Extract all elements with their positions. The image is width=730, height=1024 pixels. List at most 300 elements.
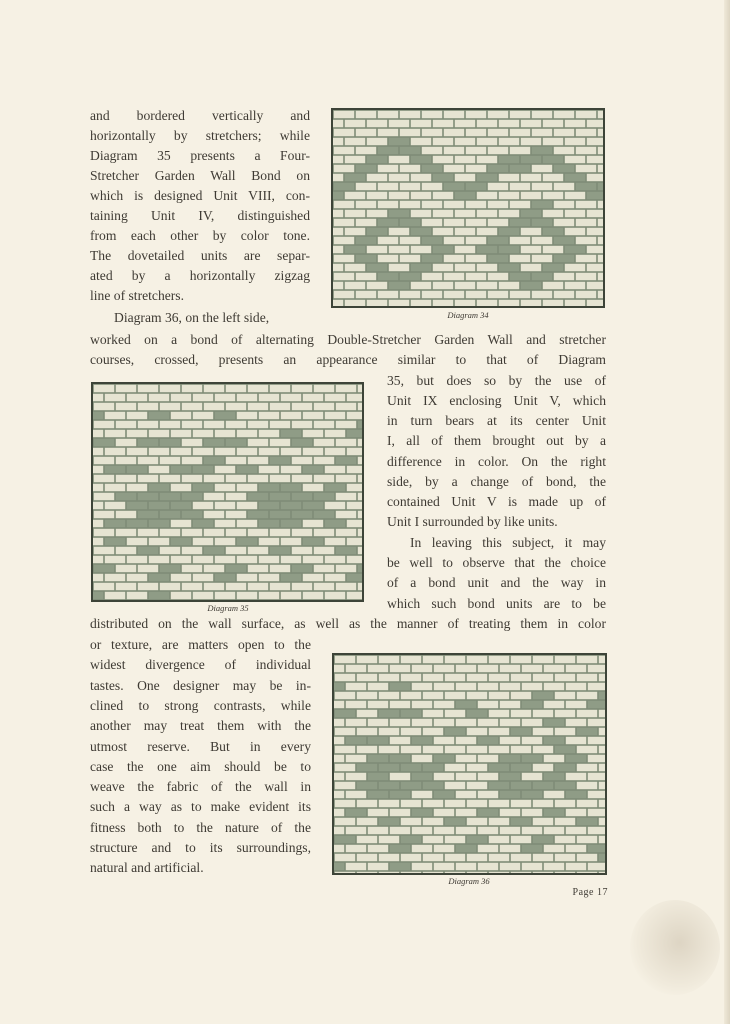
brick — [314, 565, 334, 572]
brick — [389, 246, 409, 253]
brick — [292, 547, 312, 554]
brick — [182, 565, 202, 572]
brick — [588, 863, 605, 870]
brick — [477, 228, 497, 235]
brick — [127, 574, 147, 581]
brick — [138, 565, 158, 572]
brick — [522, 701, 542, 708]
brick — [259, 412, 279, 419]
text-line: from each other by color tone. — [90, 228, 310, 243]
brick — [345, 282, 365, 289]
brick — [576, 201, 596, 208]
brick — [346, 665, 366, 672]
brick — [259, 538, 279, 545]
brick — [334, 201, 354, 208]
brick — [182, 529, 202, 536]
brick — [510, 237, 530, 244]
brick — [193, 394, 213, 401]
brick — [357, 800, 377, 807]
brick — [599, 800, 605, 807]
brick-pattern — [333, 110, 603, 306]
text-line: taining Unit IV, distinguished — [90, 208, 310, 223]
brick — [171, 466, 191, 473]
brick — [204, 475, 224, 482]
brick — [270, 421, 290, 428]
brick — [400, 219, 420, 226]
brick — [445, 746, 465, 753]
brick — [411, 138, 431, 145]
brick — [358, 547, 362, 554]
brick — [105, 574, 125, 581]
brick — [389, 120, 409, 127]
brick — [522, 719, 542, 726]
brick — [303, 520, 323, 527]
brick — [116, 439, 136, 446]
brick — [182, 547, 202, 554]
brick — [226, 529, 246, 536]
brick — [554, 165, 574, 172]
brick — [400, 291, 420, 298]
brick — [544, 665, 564, 672]
brick — [466, 111, 486, 118]
brick — [334, 755, 344, 762]
figure-diagram-34 — [331, 108, 605, 308]
brick — [368, 737, 388, 744]
brick — [356, 255, 376, 262]
brick — [422, 111, 442, 118]
brick — [367, 174, 387, 181]
brick — [389, 264, 409, 271]
brick — [248, 457, 268, 464]
brick — [336, 565, 356, 572]
brick — [379, 764, 399, 771]
brick — [423, 674, 443, 681]
brick — [444, 237, 464, 244]
brick — [336, 475, 356, 482]
brick — [544, 719, 564, 726]
brick — [105, 592, 125, 599]
brick — [489, 782, 509, 789]
brick — [248, 529, 268, 536]
brick — [411, 246, 431, 253]
brick — [390, 683, 410, 690]
brick — [599, 710, 605, 717]
brick — [521, 246, 541, 253]
brick — [401, 800, 421, 807]
brick — [346, 773, 366, 780]
brick — [270, 493, 290, 500]
brick — [357, 728, 377, 735]
brick — [335, 728, 355, 735]
brick — [325, 448, 345, 455]
brick — [511, 746, 531, 753]
brick — [368, 791, 388, 798]
brick — [511, 674, 531, 681]
brick — [215, 394, 235, 401]
brick — [303, 556, 323, 563]
brick — [215, 520, 235, 527]
brick — [599, 836, 605, 843]
brick — [356, 291, 376, 298]
brick — [499, 246, 519, 253]
brick — [160, 475, 180, 482]
brick — [510, 147, 530, 154]
brick — [248, 403, 268, 410]
brick — [336, 529, 356, 536]
brick — [587, 264, 603, 271]
brick — [248, 421, 268, 428]
brick — [521, 264, 541, 271]
brick — [127, 412, 147, 419]
brick — [314, 385, 334, 392]
brick — [488, 165, 508, 172]
brick — [565, 174, 585, 181]
brick — [511, 692, 531, 699]
brick — [93, 412, 103, 419]
brick — [182, 385, 202, 392]
brick — [335, 818, 355, 825]
brick — [105, 412, 125, 419]
brick — [532, 201, 552, 208]
brick — [334, 255, 354, 262]
brick — [390, 863, 410, 870]
text-line: contained Unit V is made up of — [387, 494, 606, 509]
brick — [445, 692, 465, 699]
brick — [270, 565, 290, 572]
brick — [160, 385, 180, 392]
brick — [281, 502, 301, 509]
brick — [356, 273, 376, 280]
brick — [599, 692, 605, 699]
brick — [401, 728, 421, 735]
brick — [544, 701, 564, 708]
brick — [522, 845, 542, 852]
brick — [500, 863, 520, 870]
brick — [226, 493, 246, 500]
text-line: and bordered vertically and — [90, 108, 310, 123]
brick — [237, 556, 257, 563]
brick — [390, 809, 410, 816]
brick — [544, 773, 564, 780]
brick — [521, 120, 541, 127]
brick — [466, 201, 486, 208]
brick — [127, 592, 147, 599]
brick — [588, 755, 605, 762]
text-line: clined to strong contrasts, while — [90, 698, 311, 713]
brick — [226, 385, 246, 392]
brick — [400, 147, 420, 154]
text-line: be well to observe that the choice — [387, 555, 606, 570]
brick — [346, 737, 366, 744]
brick — [182, 439, 202, 446]
brick — [105, 520, 125, 527]
brick — [423, 764, 443, 771]
brick — [292, 493, 312, 500]
brick — [367, 300, 387, 306]
brick — [379, 710, 399, 717]
brick — [489, 692, 509, 699]
brick — [434, 683, 454, 690]
brick — [149, 520, 169, 527]
brick — [259, 394, 279, 401]
brick — [565, 300, 585, 306]
brick — [215, 484, 235, 491]
brick — [94, 493, 114, 500]
brick — [357, 818, 377, 825]
brick — [598, 111, 603, 118]
brick — [193, 520, 213, 527]
brick — [599, 656, 605, 663]
brick — [566, 755, 586, 762]
brick — [335, 836, 355, 843]
brick — [94, 457, 114, 464]
brick — [577, 692, 597, 699]
brick — [455, 282, 475, 289]
brick — [193, 574, 213, 581]
brick — [533, 746, 553, 753]
brick — [500, 683, 520, 690]
brick — [467, 692, 487, 699]
brick — [511, 818, 531, 825]
brick — [347, 574, 362, 581]
brick — [521, 228, 541, 235]
brick — [182, 457, 202, 464]
brick — [336, 583, 356, 590]
brick — [533, 800, 553, 807]
brick — [532, 111, 552, 118]
brick — [455, 174, 475, 181]
brick — [248, 385, 268, 392]
brick — [346, 845, 366, 852]
brick — [356, 129, 376, 136]
text-line: side, by a change of bond, the — [387, 474, 606, 489]
brick — [411, 174, 431, 181]
text-line: I, all of them brought out by a — [387, 433, 606, 448]
brick — [389, 156, 409, 163]
brick — [445, 656, 465, 663]
brick — [138, 475, 158, 482]
brick — [333, 174, 343, 181]
brick — [116, 583, 136, 590]
brick — [521, 210, 541, 217]
brick — [193, 556, 213, 563]
brick — [477, 300, 497, 306]
brick — [510, 255, 530, 262]
brick — [303, 574, 323, 581]
brick — [346, 791, 366, 798]
brick — [358, 421, 362, 428]
brick — [368, 683, 388, 690]
brick — [511, 764, 531, 771]
brick — [511, 782, 531, 789]
brick — [455, 300, 475, 306]
brick — [576, 237, 596, 244]
brick — [333, 120, 343, 127]
brick — [367, 120, 387, 127]
brick — [423, 710, 443, 717]
brick — [412, 791, 432, 798]
brick — [433, 174, 453, 181]
brick — [368, 863, 388, 870]
brick — [456, 863, 476, 870]
brick — [93, 430, 103, 437]
brick — [390, 791, 410, 798]
brick — [478, 737, 498, 744]
brick — [248, 583, 268, 590]
brick — [347, 484, 362, 491]
caption-diagram-34: Diagram 34 — [447, 310, 489, 320]
brick — [599, 818, 605, 825]
brick — [434, 791, 454, 798]
brick — [488, 291, 508, 298]
brick — [93, 466, 103, 473]
text-line: in turn bears at its center Unit — [387, 413, 606, 428]
brick — [226, 457, 246, 464]
brick — [554, 291, 574, 298]
brick — [576, 147, 596, 154]
brick — [347, 412, 362, 419]
brick — [455, 192, 475, 199]
brick — [347, 466, 362, 473]
brick — [127, 538, 147, 545]
brick — [116, 403, 136, 410]
brick — [248, 493, 268, 500]
brick — [577, 872, 597, 873]
brick — [434, 863, 454, 870]
brick — [93, 502, 103, 509]
brick — [533, 818, 553, 825]
brick — [368, 665, 388, 672]
brick — [521, 138, 541, 145]
brick — [400, 273, 420, 280]
text-line: Diagram 35 presents a Four- — [90, 148, 310, 163]
brick — [565, 264, 585, 271]
brick — [171, 430, 191, 437]
brick — [478, 791, 498, 798]
brick — [555, 854, 575, 861]
brick — [598, 255, 603, 262]
brick — [237, 448, 257, 455]
brick — [314, 439, 334, 446]
brick — [204, 583, 224, 590]
figure-diagram-36 — [332, 653, 607, 875]
brick — [358, 403, 362, 410]
brick — [358, 529, 362, 536]
brick — [588, 701, 605, 708]
brick — [477, 156, 497, 163]
text-line: weave the fabric of the wall in — [90, 779, 311, 794]
brick — [303, 538, 323, 545]
brick — [171, 574, 191, 581]
brick — [281, 484, 301, 491]
brick — [422, 273, 442, 280]
brick — [412, 827, 432, 834]
brick — [510, 129, 530, 136]
brick — [544, 845, 564, 852]
brick — [444, 219, 464, 226]
brick — [565, 192, 585, 199]
brick — [576, 273, 596, 280]
brick — [94, 529, 114, 536]
text-line: distributed on the wall surface, as well as the manner of treating them in color — [90, 616, 606, 631]
brick — [204, 511, 224, 518]
brick — [270, 457, 290, 464]
brick — [478, 845, 498, 852]
brick — [444, 273, 464, 280]
brick — [477, 264, 497, 271]
brick — [434, 809, 454, 816]
brick — [577, 656, 597, 663]
brick — [554, 183, 574, 190]
brick — [433, 264, 453, 271]
brick — [347, 592, 362, 599]
brick — [455, 264, 475, 271]
brick — [400, 183, 420, 190]
brick — [171, 484, 191, 491]
brick — [543, 300, 563, 306]
brick — [455, 138, 475, 145]
brick — [488, 147, 508, 154]
brick — [204, 403, 224, 410]
brick — [237, 520, 257, 527]
brick — [598, 183, 603, 190]
text-line: Diagram 36, on the left side, — [114, 310, 270, 325]
figure-diagram-35 — [91, 382, 364, 602]
brick — [554, 273, 574, 280]
brick — [226, 547, 246, 554]
brick — [367, 264, 387, 271]
brick — [334, 827, 344, 834]
brick — [456, 791, 476, 798]
brick — [499, 282, 519, 289]
brick — [94, 583, 114, 590]
brick — [576, 165, 596, 172]
brick — [577, 800, 597, 807]
brick — [389, 192, 409, 199]
brick — [105, 466, 125, 473]
brick — [93, 592, 103, 599]
brick — [149, 412, 169, 419]
brick — [333, 192, 343, 199]
brick — [566, 683, 586, 690]
brick — [334, 665, 344, 672]
brick — [467, 764, 487, 771]
brick — [367, 156, 387, 163]
brick — [577, 764, 597, 771]
brick — [215, 412, 235, 419]
brick — [577, 746, 597, 753]
brick — [390, 665, 410, 672]
brick — [577, 854, 597, 861]
brick — [533, 872, 553, 873]
brick — [522, 755, 542, 762]
brick — [500, 791, 520, 798]
brick — [488, 183, 508, 190]
brick — [565, 156, 585, 163]
page-number: Page 17 — [572, 887, 608, 898]
brick — [566, 773, 586, 780]
brick — [599, 746, 605, 753]
brick — [488, 129, 508, 136]
brick — [466, 165, 486, 172]
brick — [127, 430, 147, 437]
brick — [336, 547, 356, 554]
brick — [577, 836, 597, 843]
brick — [226, 583, 246, 590]
brick — [533, 728, 553, 735]
brick — [116, 475, 136, 482]
brick — [226, 439, 246, 446]
